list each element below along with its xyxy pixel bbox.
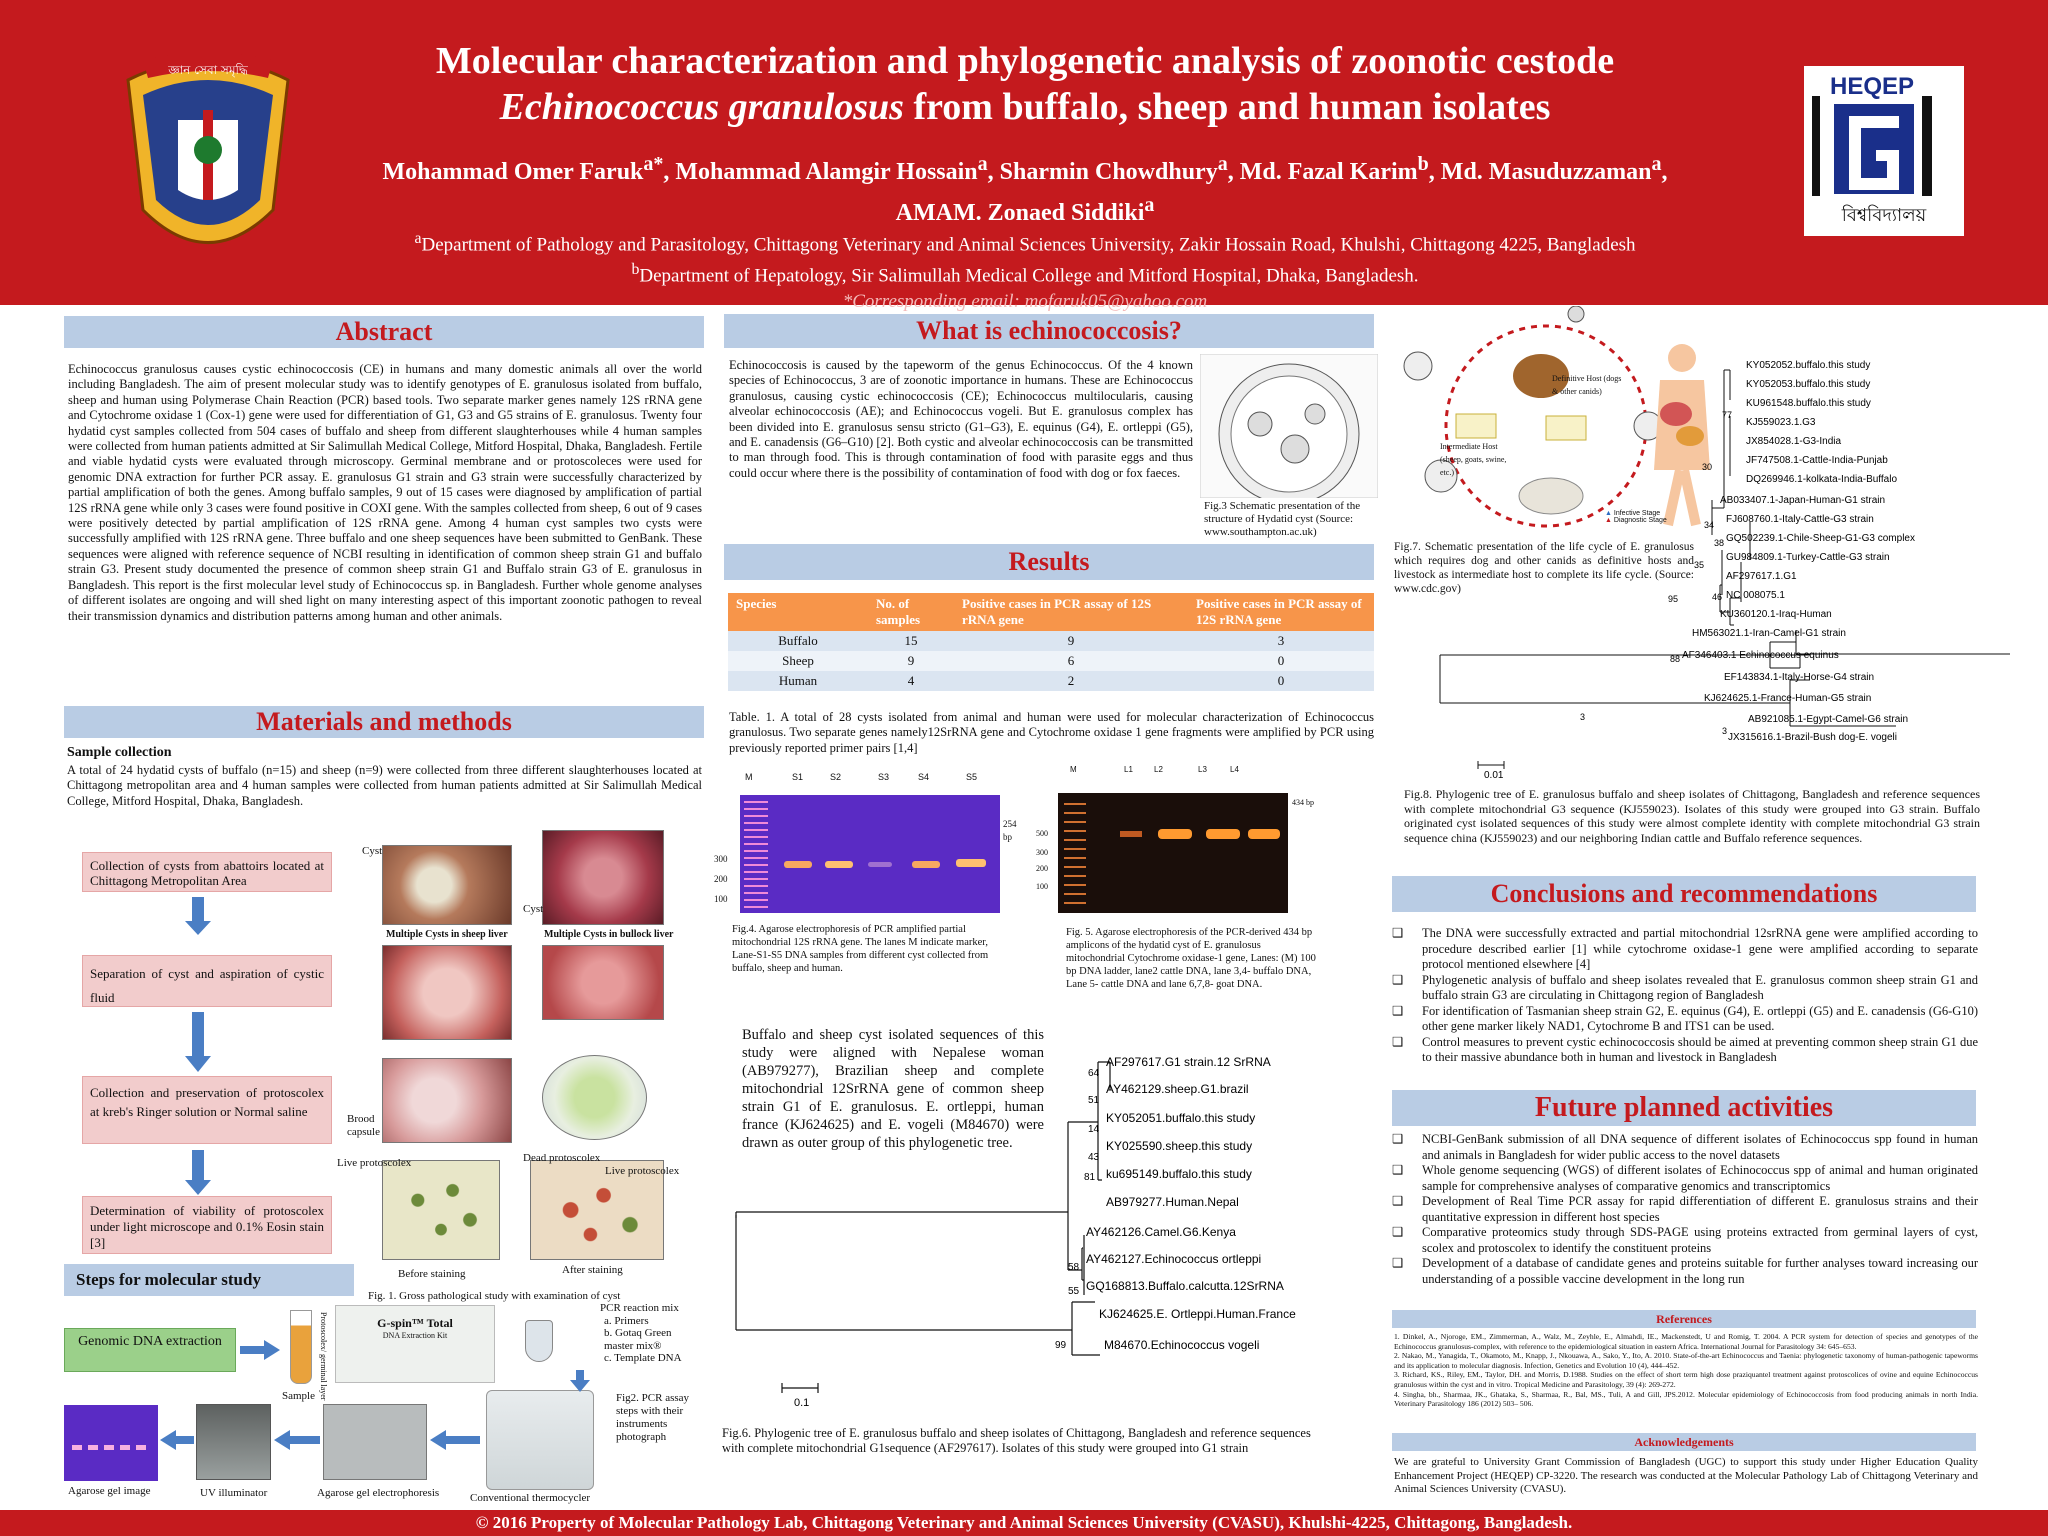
- tree8-taxon-1: KY052053.buffalo.this study: [1746, 379, 1871, 390]
- methods-subtitle: Sample collection: [67, 745, 172, 760]
- label-dead-protoscolex: Dead protoscolex: [523, 1152, 601, 1164]
- authors: Mohammad Omer Faruk$^{a*}$, Mohammad Alamgir Hossain$^a$, Sharmin Chowdhury$^a$, Md. Fazal Karim$^b$, Md. Masuduzzaman$^a$, AMAM. Zonaed Siddiki$^a$: [382, 153, 1668, 226]
- affiliations: $^a$Department of Pathology and Parasitology, Chittagong Veterinary and Animal Sciences University, Zakir Hossain Road, Khulshi, Chittagong 4225, Bangladesh $^b$Department of Hepatology, Sir Salimullah Medical College and Mitford Hospital, Dhaka, Bangladesh. *Corresponding email: mofaruk05@yahoo.com: [250, 226, 1800, 314]
- references-list: [1394, 1332, 1978, 1409]
- gel2-ladder-300: 300: [1036, 848, 1048, 857]
- conclusions-list: [1392, 926, 1978, 1066]
- agarose-gel-image: [64, 1405, 158, 1481]
- th-pcr-12s-b: Positive cases in PCR assay of 12S rRNA gene: [1188, 593, 1374, 631]
- table-caption: Table. 1. A total of 28 cysts isolated from animal and human were used for molecular characterization of Echinococcus granulosus. Two separate genes namely12SrRNA gene and Cytochrome oxidase 1 gene fragments were amplified by PCR using previously reported primer pairs [1,4]: [729, 710, 1374, 755]
- phylo-tree-g3: [1430, 350, 2010, 780]
- gel1-ladder-200: 200: [714, 874, 728, 884]
- svg-text:HEQEP: HEQEP: [1829, 73, 1915, 100]
- label-cyst-2: Cyst: [523, 903, 544, 915]
- gel2-image: [1058, 793, 1288, 913]
- tree6-bs-5: 58: [1068, 1262, 1080, 1273]
- photo-cyst-small: [542, 945, 664, 1020]
- lifecycle-intermediate-host: Intermediate Host (sheep, goats, swine, etc.): [1440, 442, 1507, 477]
- fig2-caption: Fig2. PCR assay steps with their instruments photograph: [616, 1392, 690, 1443]
- tree6-taxon-5: AB979277.Human.Nepal: [1106, 1195, 1239, 1209]
- pcr-mix-a: a. Primers: [604, 1315, 649, 1327]
- sample-label: Sample: [282, 1390, 315, 1402]
- tree6-bs-3: 43: [1088, 1152, 1100, 1163]
- tree8-taxon-7: AB033407.1-Japan-Human-G1 strain: [1720, 495, 1886, 506]
- title-line2: Echinococcus granulosus from buffalo, sheep and human isolates: [499, 86, 1551, 128]
- th-species: Species: [728, 593, 868, 631]
- gel2-ladder-500: 500: [1036, 829, 1048, 838]
- conclusion-item: ❑ The DNA were successfully extracted and partial mitochondrial 12srRNA gene were amplified according to procedure described earlier [1] while cytochrome oxidase-1 gene were amplified according to separate protocol mentioned elsewhere [4]: [1392, 926, 1978, 973]
- label-after-staining: After staining: [562, 1264, 623, 1276]
- hydatid-cyst-diagram: [1200, 354, 1378, 498]
- conclusion-item: ❑ Control measures to prevent cystic echinococcosis should be aimed at preventing common sheep strain G1 due to their massive abundance both in human and livestock in Bangladesh: [1392, 1035, 1978, 1066]
- tree6-scale: 0.1: [794, 1397, 810, 1409]
- tree8-taxon-15: AF346403.1 Echinococcus equinus: [1682, 650, 1839, 661]
- photo-brood-capsule: [382, 1058, 512, 1143]
- tree8-bs-3: 38: [1714, 538, 1725, 548]
- arrow-to-dna: [240, 1340, 280, 1360]
- label-agarose-gel-image: Agarose gel image: [68, 1485, 151, 1497]
- tree8-bs-8: 3: [1580, 712, 1586, 722]
- eppendorf-tube: [525, 1320, 553, 1362]
- results-heading: Results: [724, 544, 1374, 580]
- methods-text: A total of 24 hydatid cysts of buffalo (n=15) and sheep (n=9) were collected from three different slaughterhouses located at Chittagong metropolitan area and 4 human samples were collected from human patients admitted at Sir Salimullah Medical College, Mitford Hospital, Dhaka, Bangladesh.: [67, 763, 702, 808]
- tree8-bs-7: 88: [1670, 654, 1681, 664]
- tree8-bs-1: 30: [1702, 462, 1713, 472]
- tree8-taxon-16: EF143834.1-Italy-Horse-G4 strain: [1724, 672, 1875, 683]
- tree8-taxon-0: KY052052.buffalo.this study: [1746, 360, 1871, 371]
- gel1-ladder-300: 300: [714, 854, 728, 864]
- future-item: ❑ NCBI-GenBank submission of all DNA sequence of different isolates of Echinococcus spp found in human and animals in Bangladesh for wider public access to the novel datasets: [1392, 1132, 1978, 1163]
- tree6-bs-6: 55: [1068, 1286, 1080, 1297]
- lifecycle-definitive-host: Definitive Host (dogs & other canids): [1552, 374, 1622, 396]
- photo-cyst-open: [382, 945, 512, 1040]
- reference-item: 3. Richard, KS., Riley, EM., Taylor, DH. and Morris, D.1988. Studies on the effect of short term high dose praziquantel treatment against protoscolices of ovine and equine Echinococcus granulosus within the cyst and in vitro. Tropical Medicine and Parasitology, 39 (4): 269-272.: [1394, 1370, 1978, 1389]
- tree8-taxon-6: DQ269946.1-kolkata-India-Buffalo: [1746, 474, 1898, 485]
- poster-footer: © 2016 Property of Molecular Pathology Lab, Chittagong Veterinary and Animal Sciences University (CVASU), Khulshi-4225, Chittagong, Bangladesh.: [0, 1510, 2048, 1536]
- tree8-bs-4: 35: [1694, 560, 1705, 570]
- conclusion-item: ❑ Phylogenetic analysis of buffalo and sheep isolates revealed that E. granulosus common sheep strain G1 and buffalo strain G3 are circulating in Chittagong region of Bangladesh: [1392, 973, 1978, 1004]
- corresponding-email: *Corresponding email: mofaruk05@yahoo.com: [842, 290, 1208, 312]
- tree8-taxon-5: JF747508.1-Cattle-India-Punjab: [1746, 455, 1888, 466]
- tree8-taxon-13: KU360120.1-Iraq-Human: [1720, 609, 1832, 620]
- label-live-protoscolex-1: Live protoscolex: [337, 1157, 412, 1169]
- tree6-bs-4: 81: [1084, 1172, 1096, 1183]
- photo-live-protoscolex: [382, 1160, 500, 1260]
- label-uv-illuminator: UV illuminator: [200, 1487, 268, 1499]
- flow-arrow-2: [185, 1012, 211, 1072]
- heqep-logo: [1804, 66, 1964, 236]
- title-line1: Molecular characterization and phylogenetic analysis of zoonotic cestode: [435, 40, 1615, 82]
- future-item: ❑ Comparative proteomics study through SDS-PAGE using proteins extracted from germinal layers of cyst, scolex and protoscolex to identify the constituent proteins: [1392, 1225, 1978, 1256]
- label-sheep-liver: Multiple Cysts in sheep liver: [386, 929, 508, 940]
- label-before-staining: Before staining: [398, 1268, 466, 1280]
- references-heading: References: [1392, 1310, 1976, 1328]
- tree8-taxon-19: JX315616.1-Brazil-Bush dog-E. vogeli: [1728, 732, 1897, 743]
- label-thermocycler: Conventional thermocycler: [470, 1492, 591, 1504]
- pcr-mix-title: PCR reaction mix: [600, 1302, 679, 1314]
- acknowledgements-text: We are grateful to University Grant Commission of Bangladesh (UGC) to support this study under Higher Education Quality Enhancement Project (HEQEP) CP-3220. The research was conducted at the Molecular Pathology Lab of Chittagong Veterinary and Animal Sciences University (CVASU).: [1394, 1456, 1978, 1495]
- tree8-bs-5: 46: [1712, 592, 1723, 602]
- svg-text:জ্ঞান সেবা সমৃদ্ধি: জ্ঞান সেবা সমৃদ্ধি: [168, 63, 248, 77]
- dna-extraction-box: Genomic DNA extraction: [64, 1328, 236, 1372]
- tree6-taxon-8: GQ168813.Buffalo.calcutta.12SrRNA: [1086, 1279, 1284, 1293]
- label-bullock-liver: Multiple Cysts in bullock liver: [544, 929, 674, 940]
- tree8-bs-9: 3: [1722, 726, 1728, 736]
- tree6-taxon-2: KY052051.buffalo.this study: [1106, 1111, 1256, 1125]
- methods-heading: Materials and methods: [64, 706, 704, 738]
- fig1-caption: Fig. 1. Gross pathological study with examination of cyst: [368, 1290, 621, 1302]
- tree8-taxon-8: FJ608760.1-Italy-Cattle-G3 strain: [1726, 514, 1874, 525]
- svg-text:বিশ্ববিদ্যালয়: বিশ্ববিদ্যালয়: [1841, 205, 1927, 226]
- dna-kit: G-spin™ Total DNA Extraction Kit: [335, 1305, 495, 1383]
- tree6-taxon-10: M84670.Echinococcus vogeli: [1104, 1338, 1260, 1352]
- gel2-ladder-200: 200: [1036, 864, 1048, 873]
- tree8-taxon-14: HM563021.1-Iran-Camel-G1 strain: [1692, 628, 1846, 639]
- tree8-taxon-4: JX854028.1-G3-India: [1746, 436, 1842, 447]
- gel2-bp-label: 434 bp: [1292, 798, 1314, 807]
- tree6-taxon-9: KJ624625.E. Ortleppi.Human.France: [1099, 1307, 1296, 1321]
- sample-tube: [290, 1310, 312, 1384]
- gel2-ladder-100: 100: [1036, 882, 1048, 891]
- flow-step-1: Collection of cysts from abattoirs located at Chittagong Metropolitan Area: [82, 852, 332, 892]
- gel1-ladder-100: 100: [714, 894, 728, 904]
- photo-sheep-liver: [382, 845, 512, 925]
- thermocycler: [486, 1390, 594, 1490]
- tree8-scale: 0.01: [1484, 770, 1504, 780]
- th-pcr-12s-a: Positive cases in PCR assay of 12S rRNA gene: [954, 593, 1188, 631]
- pcr-mix-c: c. Template DNA: [604, 1352, 682, 1364]
- tree8-taxon-18: AB921085.1-Egypt-Camel-G6 strain: [1748, 714, 1909, 725]
- tree6-taxon-0: AF297617.G1 strain.12 SrRNA: [1106, 1055, 1271, 1069]
- gel1-image: [740, 795, 1000, 913]
- what-text: Echinococcosis is caused by the tapeworm of the genus Echinococcus. Of the 4 known species of Echinococcus, 3 are of zoonotic importance in humans. These are Echinococcus granulosus, causing cystic echinococcosis (CE); Echinococcus multilocularis, causing alveolar echinococcosis (AE); and Echinococcus vogeli. But E. granulosus complex has been divided into E. granulosus sensu stricto (G1–G3), E. equinus (G4), E. ortleppi (G5), and E. canadensis (G6–G10) [2]. Both cystic and alveolar echinococcosis can be transmitted to man through food. This is through contamination of food with parasite eggs and thus could occur where there is the possibility of contamination of food with dog or fox faeces.: [729, 358, 1193, 480]
- poster-title: [330, 38, 1720, 130]
- reference-item: 4. Singha, bh., Sharmaa, JK., Ghataka, S., Sharmaa, R., Bal, MS., Tuli, A and Gill, JPS.2012. Molecular epidemiology of Echinococcosis from food producing animals in north India. Veterinary Parasitology 186 (2012) 503– 506.: [1394, 1389, 1978, 1409]
- fig4-caption: Fig.4. Agarose electrophoresis of PCR amplified partial mitochondrial 12S rRNA gene. The lanes M indicate marker, Lane-S1-S5 DNA samples from different cyst collected from buffalo, sheep and human.: [732, 924, 989, 974]
- fig5-caption: Fig. 5. Agarose electrophoresis of the PCR-derived 434 bp amplicons of the hydatid cyst of E. granulosus mitochondrial Cytochrome oxidase-1 gene, Lanes: (M) 100 bp DNA ladder, lane2 cattle DNA, lane 3,4- buffalo DNA, Lane 5- cattle DNA and lane 6,7,8- goat DNA.: [1066, 927, 1316, 990]
- label-cyst-1: Cyst: [362, 845, 383, 857]
- flow-arrow-1: [185, 897, 211, 935]
- tree8-taxon-12: NC 008075.1: [1726, 590, 1785, 601]
- future-item: ❑ Whole genome sequencing (WGS) of different isolates of Echinococcus spp of animal and human originated sample for comprehensive analyses of comparative genomics and transcriptomics: [1392, 1163, 1978, 1194]
- table-row: Human 4 2 0: [728, 671, 1374, 691]
- label-gel-electrophoresis: Agarose gel electrophoresis: [317, 1487, 440, 1499]
- acknowledgements-heading: Acknowledgements: [1392, 1433, 1976, 1451]
- flow-step-3: Collection and preservation of protoscolex at kreb's Ringer solution or Normal saline: [82, 1076, 332, 1144]
- tree8-bs-0: 77: [1722, 410, 1733, 420]
- alignment-text: Buffalo and sheep cyst isolated sequences of this study were aligned with Nepalese woman (AB979277), Brazilian sheep and complete mitochondrial 12SrRNA gene of common sheep strain G1 of E. granulosus. E. ortleppi, human france (KJ624625) and E. vogeli (M84670) were drawn as outer group of this phylogenetic tree.: [742, 1027, 1044, 1151]
- flow-step-2: Separation of cyst and aspiration of cystic fluid: [82, 955, 332, 1007]
- photo-petri-dish: [542, 1055, 647, 1140]
- tree6-bs-2: 14: [1088, 1124, 1100, 1135]
- tree6-bs-7: 99: [1055, 1340, 1067, 1351]
- flow-arrow-3: [185, 1150, 211, 1195]
- fig7-caption: Fig.7. Schematic presentation of the life cycle of E. granulosus which requires dog and other canids as definitive hosts and livestock as intermediate host to complete its life cycle. (Source: www.cdc.gov): [1394, 541, 1694, 595]
- tree6-taxon-1: AY462129.sheep.G1.brazil: [1106, 1082, 1249, 1096]
- flow-step-4: Determination of viability of protoscolex under light microscope and 0.1% Eosin stain [3]: [82, 1196, 332, 1254]
- tree8-taxon-17: KJ624625.1-France-Human-G5 strain: [1704, 693, 1872, 704]
- conclusion-item: ❑ For identification of Tasmanian sheep strain G2, E. equinus (G4), E. ortleppi (G5) and E. canadensis (G6-G10) other gene marker likely NAD1, Cytochrome B and ITS1 can be used.: [1392, 1004, 1978, 1035]
- steps-arrows: [160, 1430, 490, 1450]
- tree6-taxon-4: ku695149.buffalo.this study: [1106, 1167, 1252, 1181]
- photo-bullock-liver: [542, 830, 664, 925]
- tree8-taxon-9: GQ502239.1-Chile-Sheep-G1-G3 complex: [1726, 533, 1915, 544]
- future-list: [1392, 1132, 1978, 1287]
- tree8-taxon-3: KJ559023.1.G3: [1746, 417, 1816, 428]
- tree8-taxon-11: AF297617.1.G1: [1726, 571, 1797, 582]
- lifecycle-legend: ▲ Infective Stage ▲ Diagnostic Stage: [1605, 510, 1667, 524]
- reference-item: 1. Dinkel, A., Njoroge, EM., Zimmerman, A., Walz, M., Zeyhle, E., Almahdi, IE., Mackenstedt, U and Romig, T. 2004. A PCR system for detection of species and genotypes of the Echinococcus granulosus-complex, with reference to the epidemiological situation in eastern Africa. International Journal for Parasitology 34: 645–653.: [1394, 1332, 1978, 1351]
- steps-heading: Steps for molecular study: [64, 1264, 354, 1296]
- conclusions-heading: Conclusions and recommendations: [1392, 876, 1976, 912]
- tree6-taxon-7: AY462127.Echinococcus ortleppi: [1086, 1252, 1262, 1266]
- tree8-taxon-10: GU984809.1-Turkey-Cattle-G3 strain: [1726, 552, 1890, 563]
- tree8-bs-6: 95: [1668, 594, 1679, 604]
- fig6-caption: Fig.6. Phylogenic tree of E. granulosus buffalo and sheep isolates of Chittagong, Bangladesh and reference sequences with complete mitochondrial G1sequence (AF297617). Isolates of this study were grouped into G1 strain: [722, 1426, 1311, 1455]
- future-item: ❑ Development of Real Time PCR assay for rapid differentiation of different E. granulosus strains and their quantitative expression in different host species: [1392, 1194, 1978, 1225]
- gel1-lane-labels: M S1 S2 S3 S4 S5: [745, 772, 978, 782]
- tree6-taxon-6: AY462126.Camel.G6.Kenya: [1086, 1225, 1236, 1239]
- label-live-protoscolex-2: Live protoscolex: [605, 1165, 680, 1177]
- future-heading: Future planned activities: [1392, 1090, 1976, 1126]
- tree8-bs-2: 34: [1704, 520, 1715, 530]
- th-samples: No. of samples: [868, 593, 954, 631]
- future-item: ❑ Development of a database of candidate genes and proteins suitable for further analyses toward increasing our understanding of a possible vaccine development in the long run: [1392, 1256, 1978, 1287]
- table-row: Buffalo 15 9 3: [728, 631, 1374, 651]
- pcr-mix-b: b. Gotaq Green master mix®: [604, 1327, 672, 1352]
- tree6-taxon-3: KY025590.sheep.this study: [1106, 1139, 1253, 1153]
- gel1-bp-label: 254 bp: [1003, 819, 1017, 842]
- what-heading: What is echinococcosis?: [724, 314, 1374, 348]
- arrow-down-to-thermocycler: [570, 1370, 590, 1392]
- results-table: [728, 593, 1374, 691]
- tree6-bs-1: 51: [1088, 1095, 1100, 1106]
- fig8-caption: Fig.8. Phylogenic tree of E. granulosus buffalo and sheep isolates of Chittagong, Bangladesh and reference sequences with complete mitochondrial G3 sequence (KJ559023). Isolates of this study were grouped into G3 strain. Buffalo originated cyst isolated sequences of this study were almost complete identity with complete mitochondrial G3 strain sequence china (KJ559023) and our neighboring Indian cattle and Buffalo reference sequences.: [1404, 787, 1980, 845]
- reference-item: 2. Nakao, M., Yanagida, T., Okamoto, M., Knapp, J., Nkouawa, A., Sako, Y., Ito, A. 2010. State-of-the-art Echinococcus and Taenia: phylogenetic taxonomy of human-pathogenic tapeworms and its application to molecular diagnosis. Infection, Genetics and Evolution 10 (4), 444–452.: [1394, 1351, 1978, 1370]
- tube-label: Protoscolex/ germinal layer: [319, 1312, 328, 1401]
- abstract-heading: Abstract: [64, 316, 704, 348]
- label-brood-capsule: Brood capsule: [347, 1113, 380, 1138]
- table-row: Sheep 9 6 0: [728, 651, 1374, 671]
- fig3-caption: Fig.3 Schematic presentation of the structure of Hydatid cyst (Source: www.southampton.ac.uk): [1204, 500, 1361, 538]
- gel2-lane-labels: M L1 L2 L3 L4: [1070, 765, 1239, 774]
- tree8-taxon-2: KU961548.buffalo.this study: [1746, 398, 1871, 409]
- abstract-text: Echinococcus granulosus causes cystic echinococcosis (CE) in humans and many domestic animals all over the world including Bangladesh. The aim of present molecular study was to identify genotypes of E. granulosus isolated from buffalo, sheep and human using Polymerase Chain Reaction (PCR) based tools. Two separate marker genes namely 12S rRNA gene and Cytochrome oxidase 1 (Cox-1) gene were used for differentiation of G1, G3 and G5 strains of E. granulosus. Twenty four hydatid cyst samples collected from 504 cases of buffalo and sheep from different slaughterhouses while 4 human samples were collected from human patients admitted at Sir Salimullah Medical College, Mitford Hospital, Dhaka, Bangladesh. Fertile and viable hydatid cysts were evaluated through microscopy. Germinal membrane and or protoscoleces were used for genomic DNA extraction for further PCR assay. E. granulosus G1 strain and G3 strain were successfully characterized by partial amplification of both the genes. Among buffalo samples, 9 out of 15 cases were diagnosed by amplification of partial 12S rRNA gene while only 3 cases were found positive in COXI gene. With the samples collected from sheep, 6 out of 9 cases were positively detected by partial amplification of 12S rRNA gene. Among 4 human cyst samples two cysts were successfully amplified with 12S rRNA gene. Three buffalo and one sheep sequences have been submitted to GenBank. These sequences were aligned with reference sequence of NCBI resulting in identification of common sheep strain G1 and buffalo strain G3. Present study documented the presence of common sheep strain G1 and Buffalo strain G3 of E. granulosus in Bangladesh. This report is the first molecular level study of Echinococcus sp. in Bangladesh. Further whole genome analyses of different isolates are ongoing and will shed light on many interesting aspect of this important zoonotic pathogen to reveal their transmission dynamics and distribution patterns among human and other animals.: [68, 362, 702, 623]
- poster-header: [0, 0, 2048, 312]
- tree6-bs-0: 64: [1088, 1068, 1100, 1079]
- phylo-tree-g1: [730, 1040, 1370, 1430]
